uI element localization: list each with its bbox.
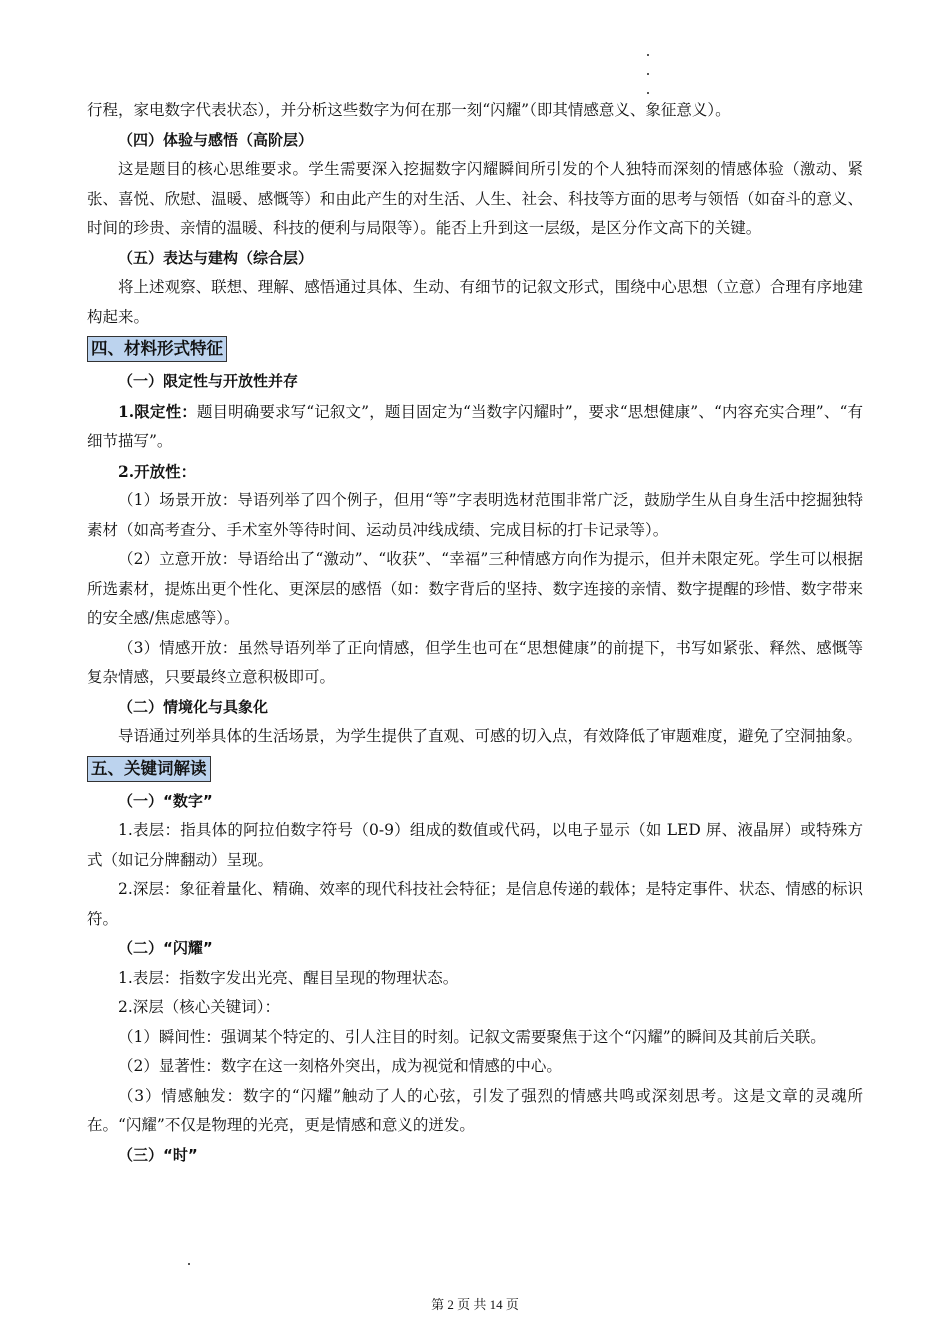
paragraph: 这是题目的核心思维要求。学生需要深入挖掘数字闪耀瞬间所引发的个人独特而深刻的情感体验（激动、紧张、喜悦、欣慰、温暖、感慨等）和由此产生的对生活、人生、社会、科技等方面的思考与领悟（如奋斗的意义、时间的珍贵、亲情的温暖、科技的便利与局限等）。能否上升到这一层级，是区分作文高下的关键。 xyxy=(87,160,863,237)
section-heading-label: 五、关键词解读 xyxy=(87,756,211,782)
section-heading xyxy=(87,336,863,362)
subsection-title: （三）“时” xyxy=(118,1145,198,1164)
subsection-title: （一）限定性与开放性并存 xyxy=(118,372,299,390)
decorative-dot xyxy=(647,73,649,75)
section-heading xyxy=(87,756,863,782)
paragraph: （2）显著性：数字在这一刻格外突出，成为视觉和情感的中心。 xyxy=(118,1057,562,1075)
paragraph: （1）瞬间性：强调某个特定的、引人注目的时刻。记叙文需要聚焦于这个“闪耀”的瞬间及其前后关联。 xyxy=(118,1027,826,1046)
paragraph: 行程，家电数字代表状态），并分析这些数字为何在那一刻“闪耀”（即其情感意义、象征意义）。 xyxy=(87,101,731,119)
decorative-dot xyxy=(188,1263,190,1265)
subsection-title: （一）“数字” xyxy=(118,791,213,810)
item-text: 题目明确要求写“记叙文”，题目固定为“当数字闪耀时”，要求“思想健康”、“内容充实合理”、“有细节描写”。 xyxy=(87,402,863,450)
paragraph: 将上述观察、联想、理解、感悟通过具体、生动、有细节的记叙文形式，围绕中心思想（立意）合理有序地建构起来。 xyxy=(87,278,863,326)
subsection-title: （二）“闪耀” xyxy=(118,939,213,957)
subsection-title: （二）情境化与具象化 xyxy=(118,697,269,716)
decorative-dot xyxy=(647,54,649,56)
paragraph: 导语通过列举具体的生活场景，为学生提供了直观、可感的切入点，有效降低了审题难度，避免了空洞抽象。 xyxy=(118,727,863,745)
document-body xyxy=(87,96,863,1170)
paragraph: （3）情感触发：数字的“闪耀”触动了人的心弦，引发了强烈的情感共鸣或深刻思考。这是文章的灵魂所在。“闪耀”不仅是物理的光亮，更是情感和意义的迸发。 xyxy=(87,1086,863,1134)
paragraph: （2）立意开放：导语给出了“激动”、“收获”、“幸福”三种情感方向作为提示，但并未限定死。学生可以根据所选素材，提炼出更个性化、更深层的感悟（如：数字背后的坚持、数字连接的亲情、数字提醒的珍惜、数字带来的安全感/焦虑感等）。 xyxy=(87,550,863,627)
paragraph: 1.表层：指具体的阿拉伯数字符号（0-9）组成的数值或代码，以电子显示（如 LED 屏、液晶屏）或特殊方式（如记分牌翻动）呈现。 xyxy=(87,821,863,869)
paragraph xyxy=(87,397,863,457)
item-label: 1.限定性： xyxy=(118,401,197,421)
paragraph: （1）场景开放：导语列举了四个例子，但用“等”字表明选材范围非常广泛，鼓励学生从自身生活中挖掘独特素材（如高考查分、手术室外等待时间、运动员冲线成绩、完成目标的打卡记录等）。 xyxy=(87,491,863,539)
subsection-title: （五）表达与建构（综合层） xyxy=(118,248,314,267)
decorative-dot xyxy=(647,92,649,94)
section-heading-label: 四、材料形式特征 xyxy=(87,336,227,362)
paragraph: 2.深层（核心关键词）： xyxy=(118,998,281,1016)
item-label: 2.开放性： xyxy=(118,461,197,481)
paragraph: 2.深层：象征着量化、精确、效率的现代科技社会特征；是信息传递的载体；是特定事件、状态、情感的标识符。 xyxy=(87,880,863,928)
paragraph: 1.表层：指数字发出光亮、醒目呈现的物理状态。 xyxy=(118,968,459,987)
paragraph: （3）情感开放：虽然导语列举了正向情感，但学生也可在“思想健康”的前提下，书写如紧张、释然、感慨等复杂情感，只要最终立意积极即可。 xyxy=(87,638,863,686)
page-footer: 第 2 页 共 14 页 xyxy=(431,1297,519,1312)
subsection-title: （四）体验与感悟（高阶层） xyxy=(118,130,314,149)
